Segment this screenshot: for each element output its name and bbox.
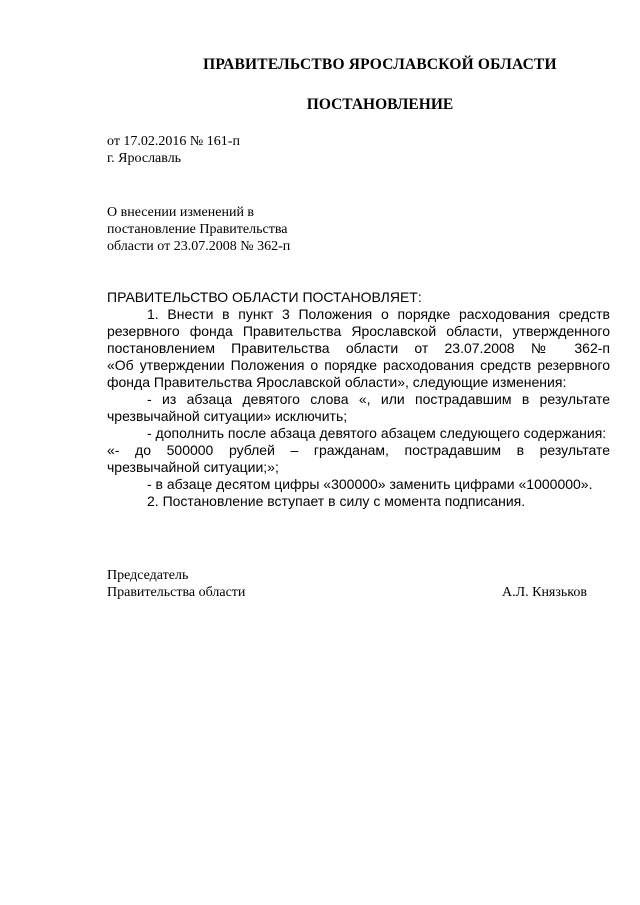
signer-position-line1: Председатель	[107, 568, 189, 583]
document-subject	[107, 204, 290, 255]
body-preamble: ПРАВИТЕЛЬСТВО ОБЛАСТИ ПОСТАНОВЛЯЕТ:	[107, 289, 422, 305]
document-type-title: ПОСТАНОВЛЕНИЕ	[306, 96, 454, 113]
date-number: от 17.02.2016 № 161-п	[107, 134, 240, 149]
body-line: - из абзаца девятого слова «, или пострадавшим в результате	[147, 391, 610, 407]
government-title: ПРАВИТЕЛЬСТВО ЯРОСЛАВСКОЙ ОБЛАСТИ	[203, 56, 557, 73]
body-line: постановлением Правительства области от 23.07.2008 № 362-п	[107, 340, 610, 356]
signature-row	[107, 584, 587, 601]
city: г. Ярославль	[107, 151, 182, 166]
body-line: чрезвычайной ситуации» исключить;	[107, 408, 348, 424]
subject-line: постановление Правительства	[107, 222, 288, 237]
body-line: чрезвычайной ситуации;»;	[107, 459, 279, 475]
body-line: - в абзаце десятом цифры «300000» заменить цифрами «1000000».	[147, 476, 593, 492]
signer-name: А.Л. Князьков	[502, 585, 587, 600]
subject-line: области от 23.07.2008 № 362-п	[107, 239, 291, 254]
document-meta	[107, 133, 240, 167]
signer-position-line2: Правительства области	[107, 585, 246, 600]
signature-block	[107, 567, 587, 601]
document-body	[107, 289, 610, 510]
body-line: - дополнить после абзаца девятого абзацем следующего содержания:	[147, 425, 607, 441]
body-line: «- до 500000 рублей – гражданам, пострадавшим в результате	[107, 442, 610, 458]
subject-line: О внесении изменений в	[107, 205, 255, 220]
body-line: «Об утверждении Положения о порядке расходования средств резервного	[107, 357, 610, 373]
body-line: 1. Внести в пункт 3 Положения о порядке расходования средств	[147, 306, 610, 322]
body-line: фонда Правительства Ярославской области», следующие изменения:	[107, 374, 567, 390]
body-line: 2. Постановление вступает в силу с момента подписания.	[147, 493, 526, 509]
body-line: резервного фонда Правительства Ярославской области, утвержденного	[107, 323, 610, 339]
